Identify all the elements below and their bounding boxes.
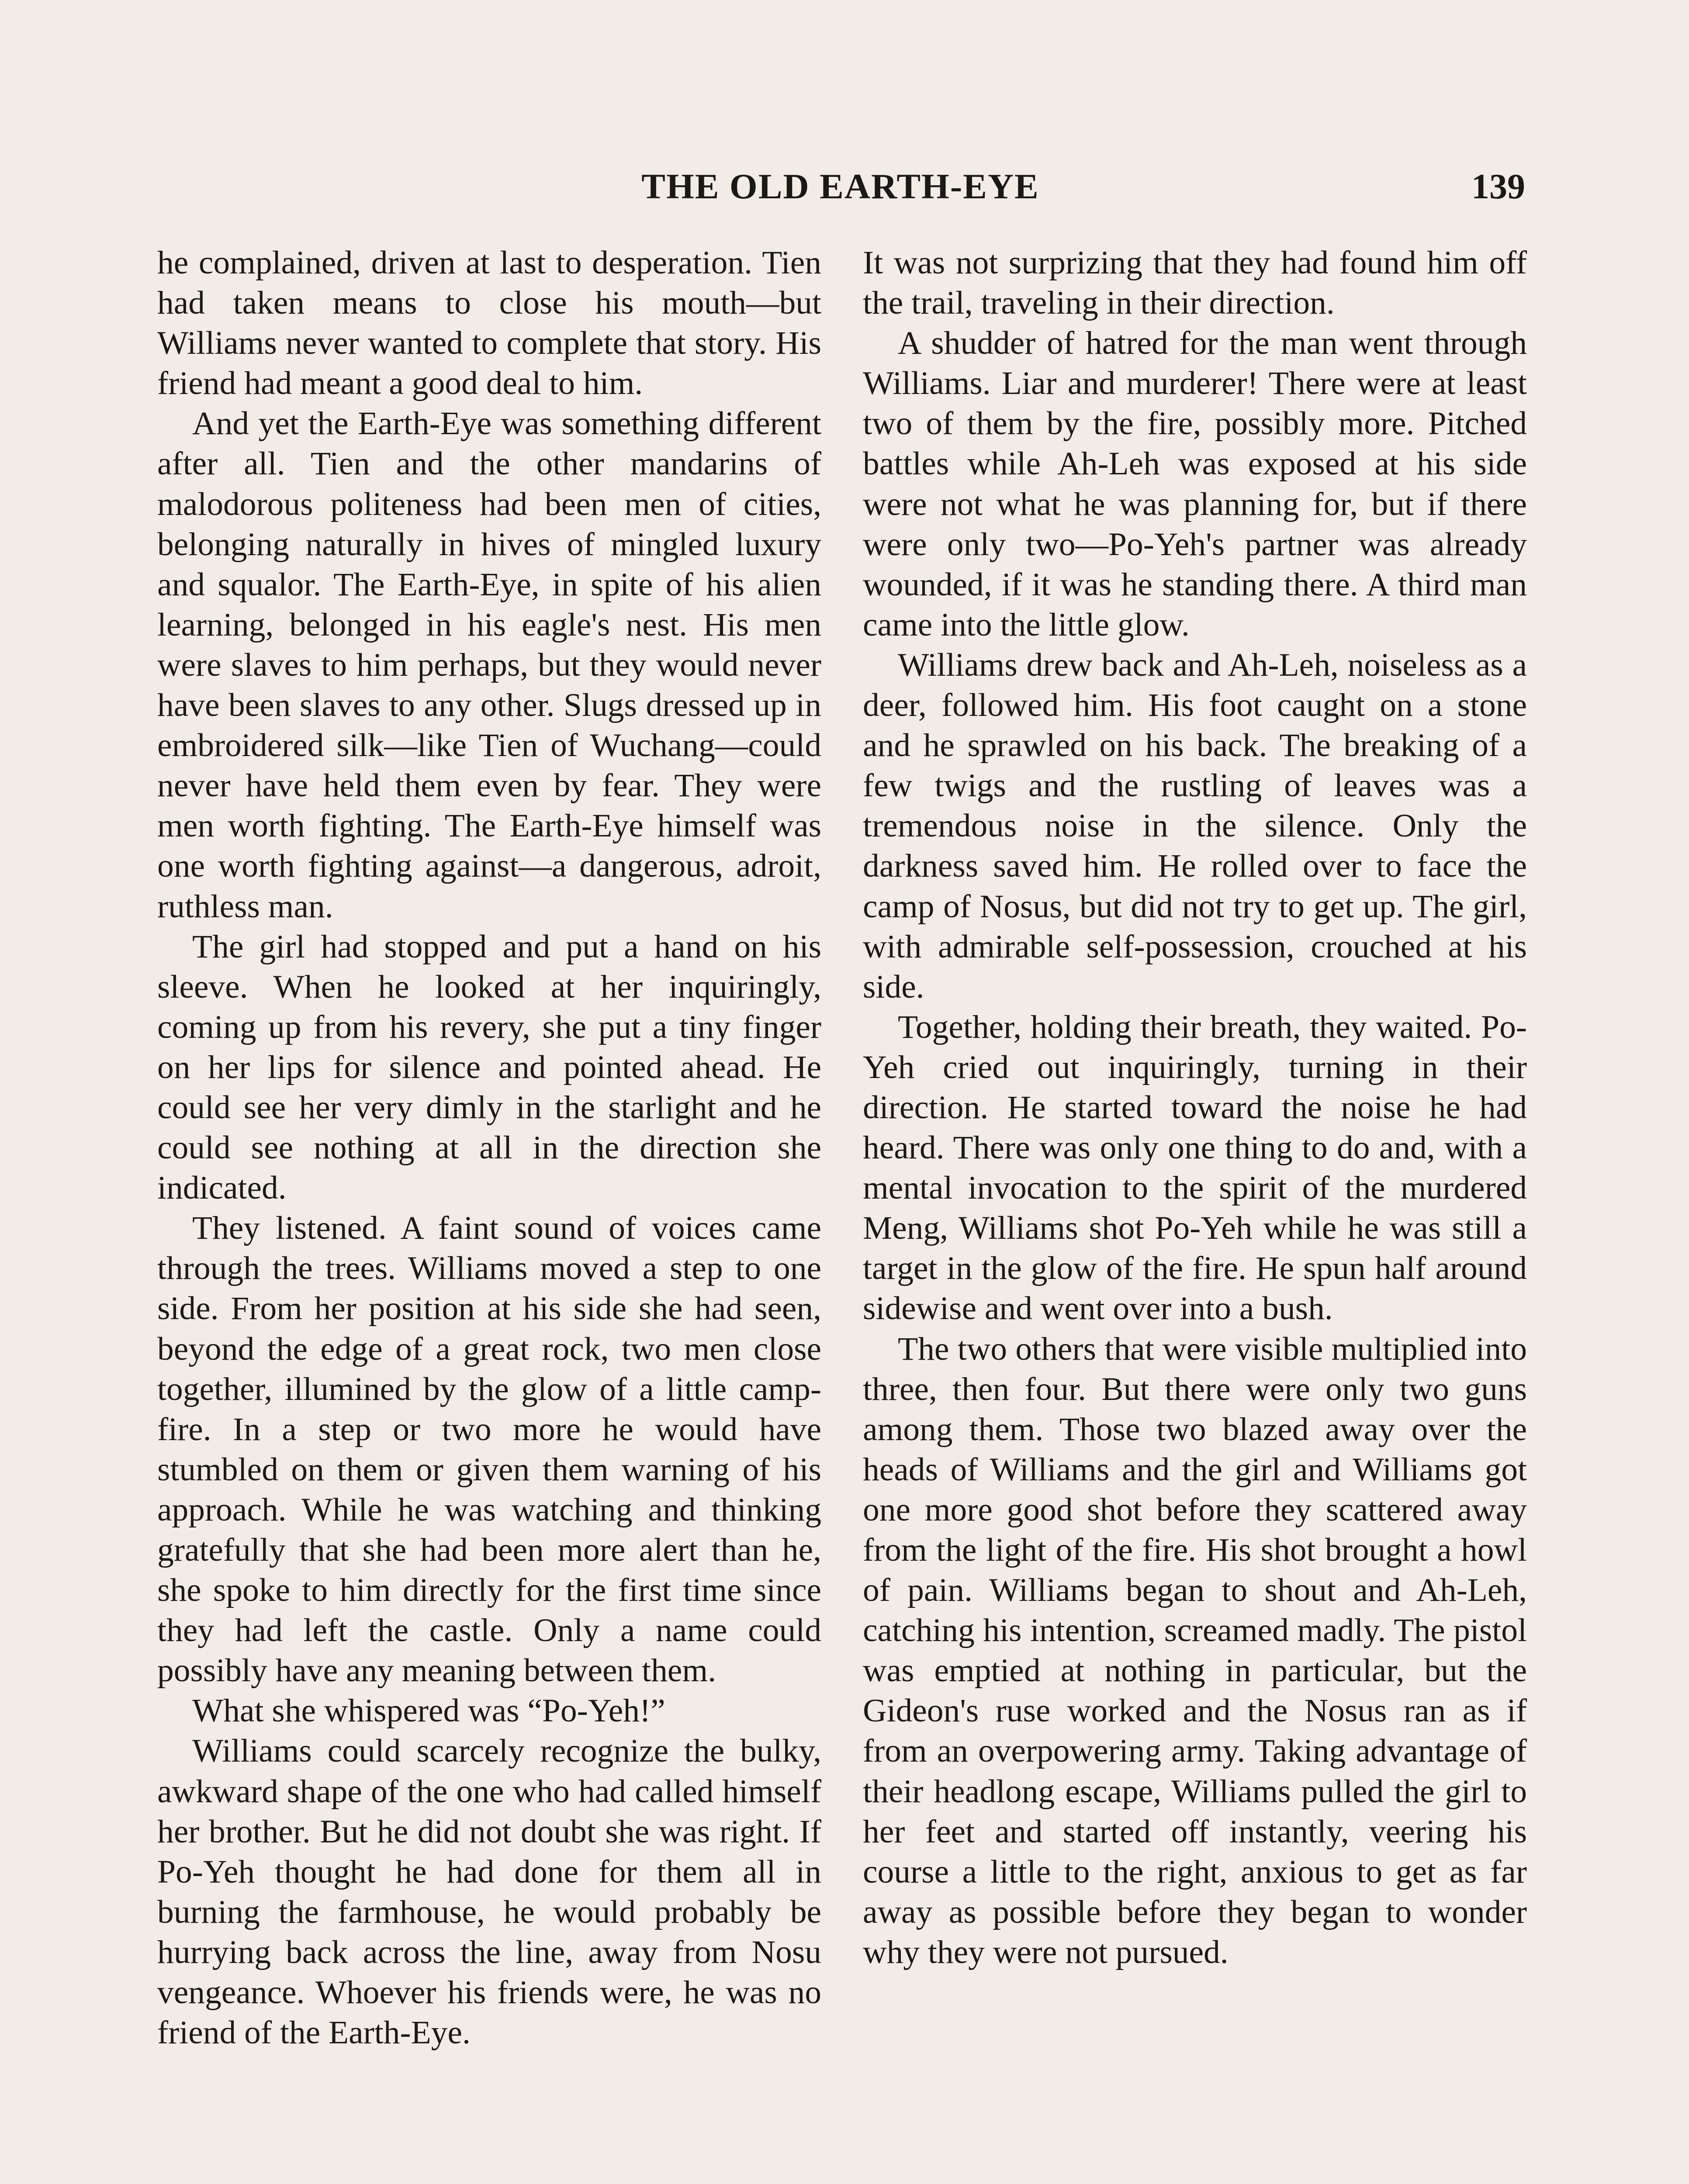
paragraph: And yet the Earth-Eye was something different after all. Tien and the other mandarins of malodorous politeness had been men of cities, belonging naturally in hives of mingled luxury and squalor. The Earth-Eye, in spite of his alien learning, belonged in his eagle's nest. His men were slaves to him perhaps, but they would never have been slaves to any other. Slugs dressed up in embroidered silk—like Tien of Wuchang—could never have held them even by fear. They were men worth fighting. The Earth-Eye himself was one worth fighting against—a dangerous, adroit, ruthless man. (157, 405, 821, 925)
paragraph: They listened. A faint sound of voices came through the trees. Williams moved a step to one side. From her position at his side she had seen, beyond the edge of a great rock, two men close together, illumined by the glow of a little camp-fire. In a step or two more he would have stumbled on them or given them warning of his approach. While he was watching and thinking gratefully that she had been more alert than he, she spoke to him directly for the first time since they had left the castle. Only a name could possibly have any meaning between them. (157, 1210, 821, 1689)
paragraph: The two others that were visible multiplied into three, then four. But there were only two guns among them. Those two blazed away over the heads of Williams and the girl and Williams got one more good shot before they scattered away from the light of the fire. His shot brought a howl of pain. Williams began to shout and Ah-Leh, catching his intention, screamed madly. The pistol was emptied at nothing in particular, but the Gideon's ruse worked and the Nosus ran as if from an overpowering army. Taking advantage of their headlong escape, Williams pulled the girl to her feet and started off instantly, veering his course a little to the right, anxious to get as far away as possible before they began to wonder why they were not pursued. (863, 1330, 1527, 1970)
paragraph: A shudder of hatred for the man went through Williams. Liar and murderer! There were at least two of them by the fire, possibly more. Pitched battles while Ah-Leh was exposed at his side were not what he was planning for, but if there were only two—Po-Yeh's partner was already wounded, if it was he standing there. A third man came into the little glow. (863, 325, 1527, 643)
paragraph: It was not surprizing that they had found him off the trail, traveling in their direction. (863, 245, 1527, 321)
right-column (863, 243, 1527, 1973)
page-title: THE OLD EARTH-EYE (641, 166, 1039, 206)
left-column (157, 243, 821, 2053)
paragraph: The girl had stopped and put a hand on his sleeve. When he looked at her inquiringly, coming up from his revery, she put a tiny finger on her lips for silence and pointed ahead. He could see her very dimly in the starlight and he could see nothing at all in the direction she indicated. (157, 928, 821, 1206)
paragraph: What she whispered was “Po-Yeh!” (192, 1693, 665, 1729)
paragraph: Williams could scarcely recognize the bulky, awkward shape of the one who had called himself her brother. But he did not doubt she was right. If Po-Yeh thought he had done for them all in burning the farmhouse, he would probably be hurrying back across the line, away from Nosu vengeance. Whoever his friends were, he was no friend of the Earth-Eye. (157, 1733, 821, 2051)
paragraph: he complained, driven at last to desperation. Tien had taken means to close his mouth—but Williams never wanted to complete that story. His friend had meant a good deal to him. (157, 245, 821, 402)
running-head (156, 162, 1525, 211)
page-number: 139 (1471, 166, 1525, 206)
paragraph: Together, holding their breath, they waited. Po-Yeh cried out inquiringly, turning in their direction. He started toward the noise he had heard. There was only one thing to do and, with a mental invocation to the spirit of the murdered Meng, Williams shot Po-Yeh while he was still a target in the glow of the fire. He spun half around sidewise and went over into a bush. (863, 1009, 1527, 1327)
paragraph: Williams drew back and Ah-Leh, noiseless as a deer, followed him. His foot caught on a stone and he sprawled on his back. The breaking of a few twigs and the rustling of leaves was a tremendous noise in the silence. Only the darkness saved him. He rolled over to face the camp of Nosus, but did not try to get up. The girl, with admirable self-possession, crouched at his side. (863, 646, 1527, 1005)
